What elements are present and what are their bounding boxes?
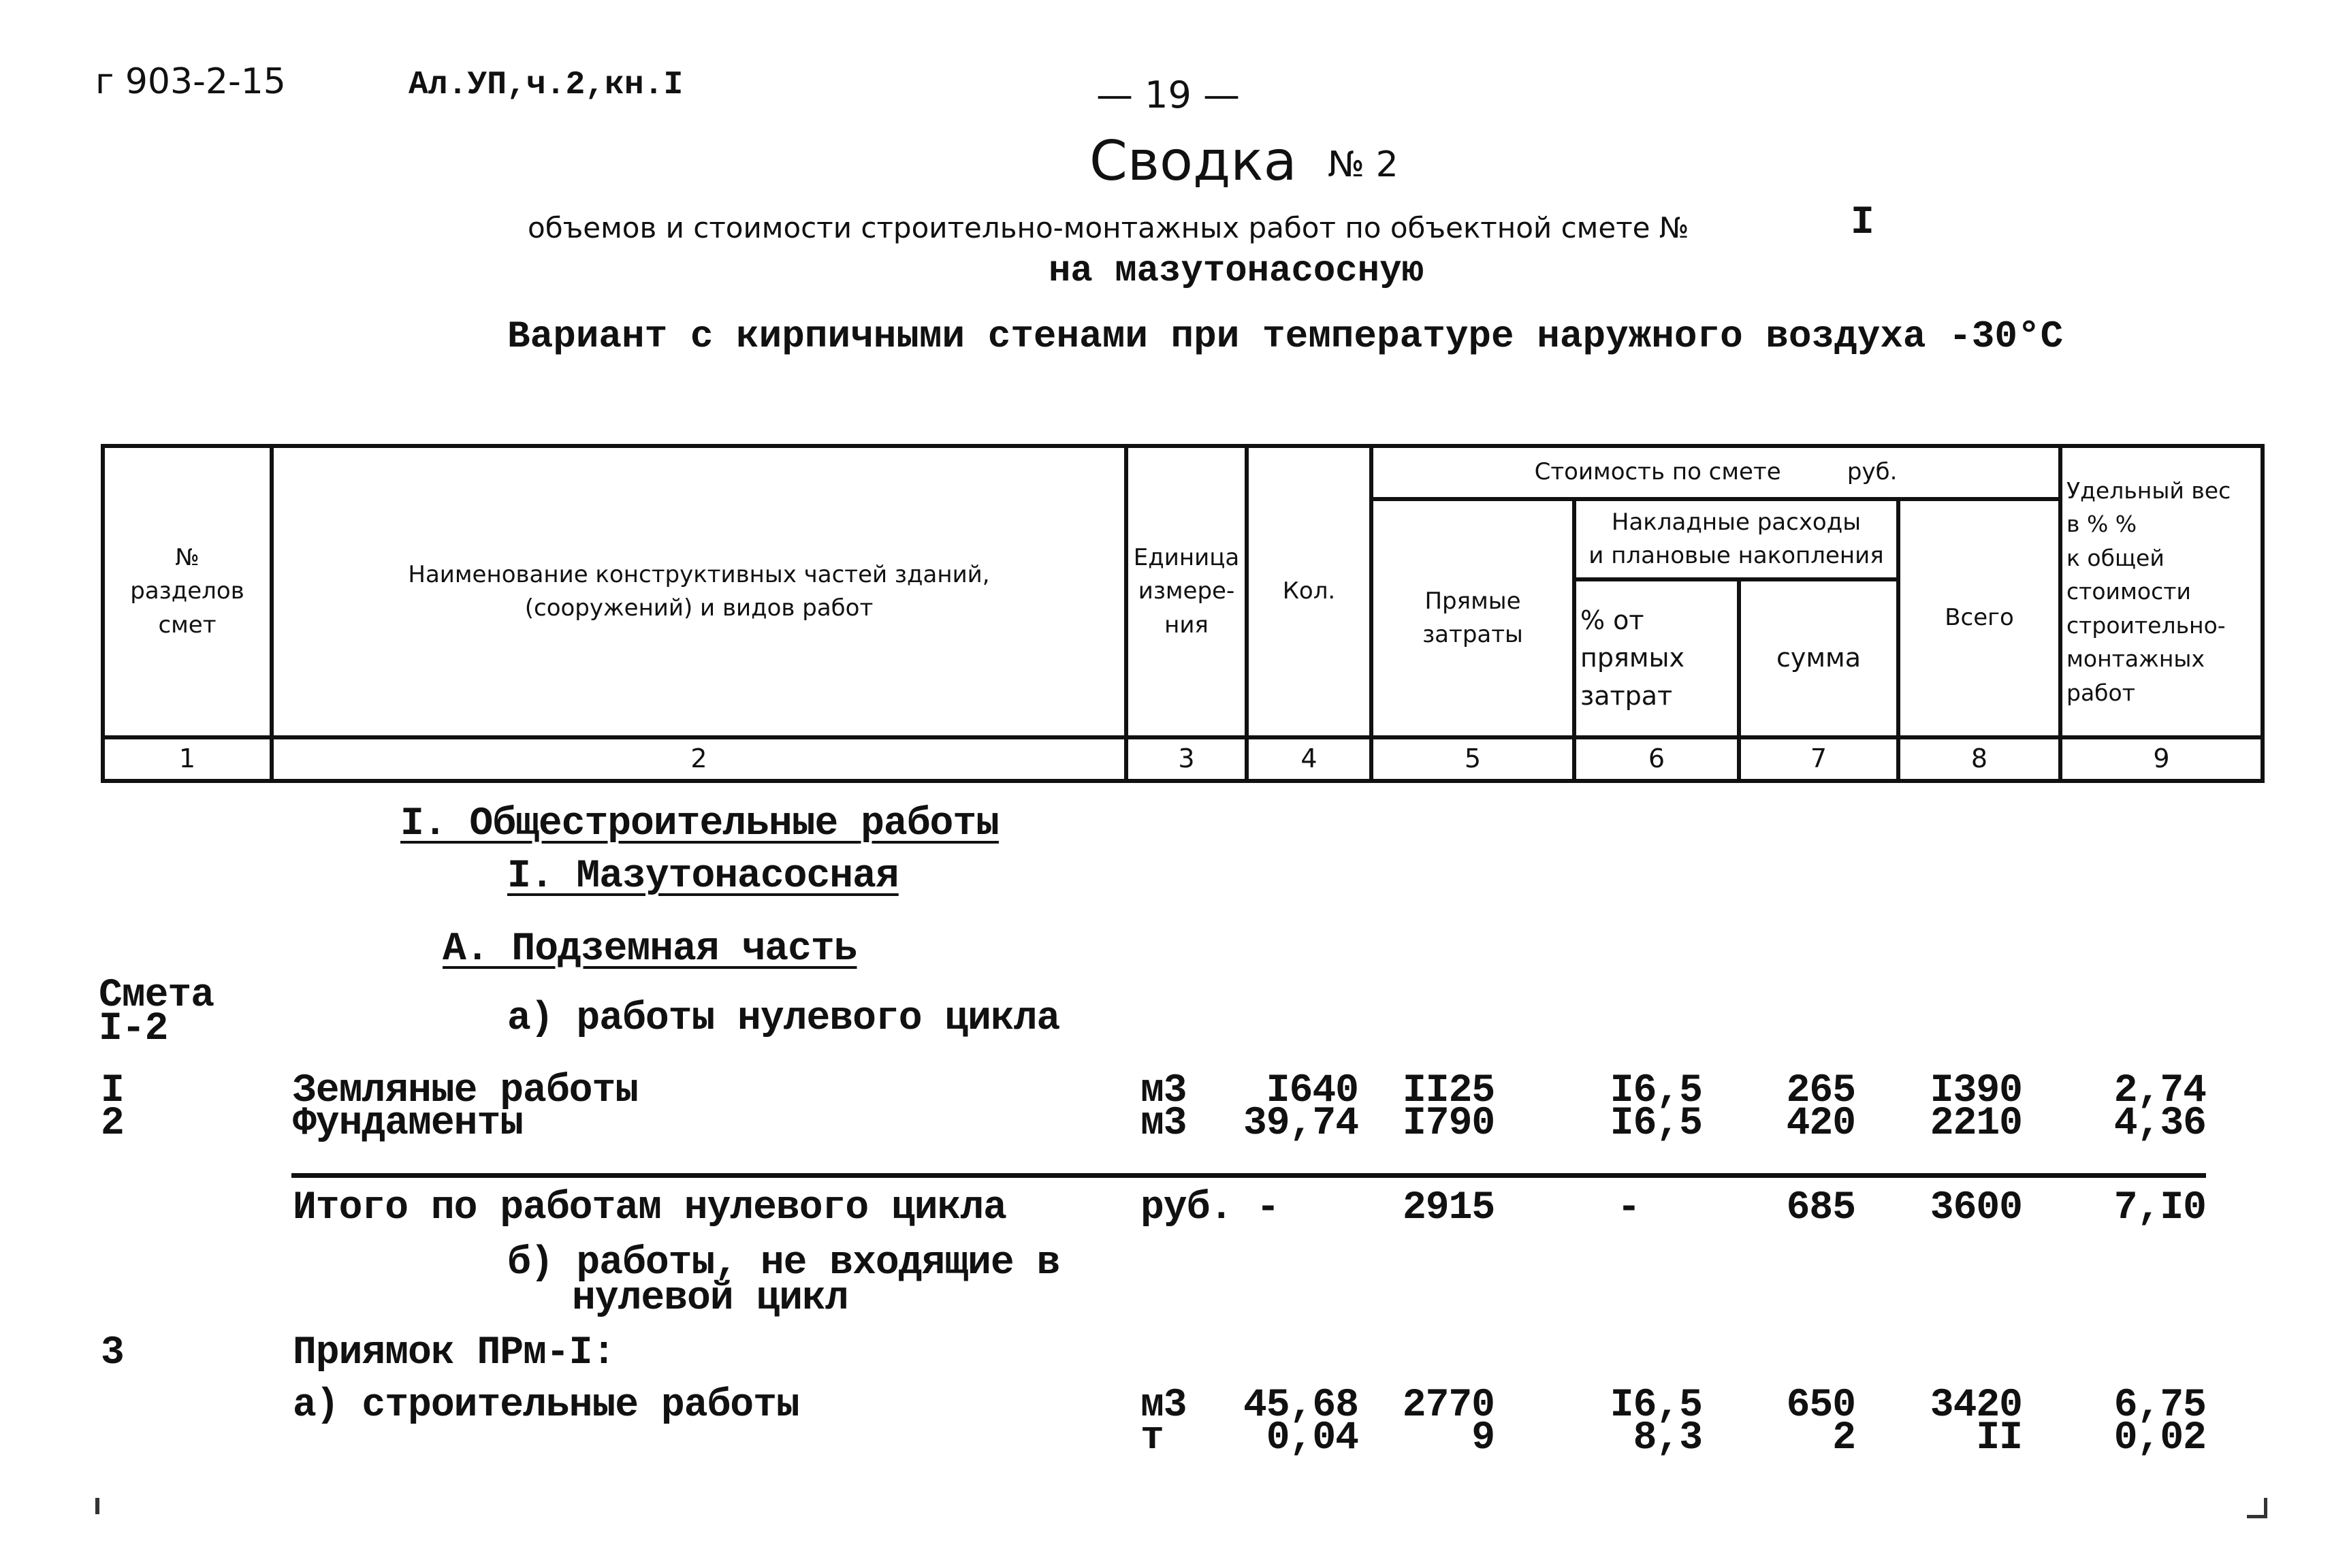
row-unit: т	[1140, 1416, 1164, 1460]
total-divider-line	[291, 1173, 2206, 1178]
header-direct-costs: Прямые затраты	[1371, 499, 1574, 737]
row-share: 4,36	[2113, 1102, 2206, 1146]
row-number: 2	[101, 1102, 124, 1146]
header-quantity: Кол.	[1247, 446, 1371, 737]
row-name: а) строительные работы	[293, 1383, 799, 1428]
row-percent: 8,3	[1633, 1416, 1702, 1460]
title-number: № 2	[1328, 144, 1399, 185]
page-number: — 19 —	[1096, 74, 1241, 116]
object-name: на мазутонасосную	[1049, 251, 1424, 292]
total-label: Итого по работам нулевого цикла	[293, 1186, 1006, 1230]
header-work-name: Наименование конструктивных частей зданий, (сооружений) и видов работ	[272, 446, 1126, 737]
subsection-a: а) работы нулевого цикла	[507, 997, 1060, 1041]
total-percent: -	[1617, 1186, 1640, 1230]
subsection-b: б) работы, не входящие в нулевой цикл	[507, 1241, 1060, 1322]
section-heading: I. Общестроительные работы	[400, 802, 999, 846]
smeta-label: Смета I-2	[99, 974, 214, 1052]
row-total: I390	[1930, 1069, 2022, 1113]
row-quantity: 45,68	[1243, 1383, 1358, 1428]
smeta-number: I	[1851, 201, 1874, 245]
column-number: 7	[1739, 737, 1898, 781]
header-sum: сумма	[1739, 579, 1898, 737]
row-unit: м3	[1140, 1102, 1187, 1146]
page-title: Сводка	[1089, 129, 1297, 193]
total-total: 3600	[1930, 1186, 2022, 1230]
row-number: I	[101, 1069, 124, 1113]
row-quantity: I640	[1266, 1069, 1358, 1113]
total-unit: руб.	[1140, 1186, 1233, 1230]
header-total: Всего	[1898, 499, 2060, 737]
variant-line: Вариант с кирпичными стенами при температуре наружного воздуха -30°С	[507, 315, 2064, 358]
row-total: 3420	[1930, 1383, 2022, 1428]
total-share: 7,I0	[2113, 1186, 2206, 1230]
subtitle-line: объемов и стоимости строительно-монтажных работ по объектной смете №	[528, 211, 1689, 244]
header-percent: % от прямых затрат	[1574, 579, 1739, 737]
row-sum: 265	[1786, 1069, 1855, 1113]
album-reference: Ал.УП,ч.2,кн.I	[409, 67, 684, 103]
column-number: 3	[1126, 737, 1247, 781]
row-name: Приямок ПРм-I:	[293, 1331, 616, 1375]
row-name: Земляные работы	[293, 1069, 639, 1113]
row-quantity: 39,74	[1243, 1102, 1358, 1146]
row-percent: I6,5	[1610, 1102, 1702, 1146]
row-percent: I6,5	[1610, 1069, 1702, 1113]
column-number: 6	[1574, 737, 1739, 781]
row-share: 6,75	[2113, 1383, 2206, 1428]
row-name: Фундаменты	[293, 1102, 524, 1146]
object-heading: I. Мазутонасосная	[507, 854, 899, 899]
row-unit: м3	[1140, 1069, 1187, 1113]
total-sum: 685	[1786, 1186, 1855, 1230]
row-sum: 420	[1786, 1102, 1855, 1146]
column-number: 5	[1371, 737, 1574, 781]
row-direct: 2770	[1402, 1383, 1495, 1428]
header-share: Удельный вес в % % к общей стоимости строительно- монтажных работ	[2060, 446, 2263, 737]
column-number: 4	[1247, 737, 1371, 781]
row-quantity: 0,04	[1266, 1416, 1358, 1460]
row-sum: 650	[1786, 1383, 1855, 1428]
header-section-number: № разделов смет	[103, 446, 272, 737]
corner-mark-left	[95, 1498, 99, 1514]
row-sum: 2	[1832, 1416, 1855, 1460]
total-quantity: -	[1256, 1186, 1279, 1230]
column-number: 8	[1898, 737, 2060, 781]
part-heading: А. Подземная часть	[443, 927, 857, 972]
total-direct: 2915	[1403, 1186, 1495, 1230]
row-total: II	[1976, 1416, 2022, 1460]
column-number: 9	[2060, 737, 2263, 781]
column-number: 1	[103, 737, 272, 781]
header-overhead-group: Накладные расходы и плановые накопления	[1574, 499, 1898, 579]
column-number: 2	[272, 737, 1126, 781]
row-total: 2210	[1930, 1102, 2022, 1146]
summary-table-header	[101, 444, 2265, 783]
header-unit: Единица измере- ния	[1126, 446, 1247, 737]
row-direct: II25	[1403, 1069, 1495, 1113]
row-direct: 9	[1471, 1416, 1495, 1460]
header-cost-group: Стоимость по смете руб.	[1371, 446, 2060, 499]
document-code: г 903-2-15	[95, 61, 286, 102]
row-direct: I790	[1403, 1102, 1495, 1146]
row-share: 2,74	[2113, 1069, 2206, 1113]
row-share: 0,02	[2113, 1416, 2206, 1460]
corner-mark-right	[2247, 1498, 2267, 1518]
row-unit: м3	[1140, 1383, 1187, 1428]
row-number: 3	[101, 1331, 124, 1375]
row-percent: I6,5	[1610, 1383, 1702, 1428]
